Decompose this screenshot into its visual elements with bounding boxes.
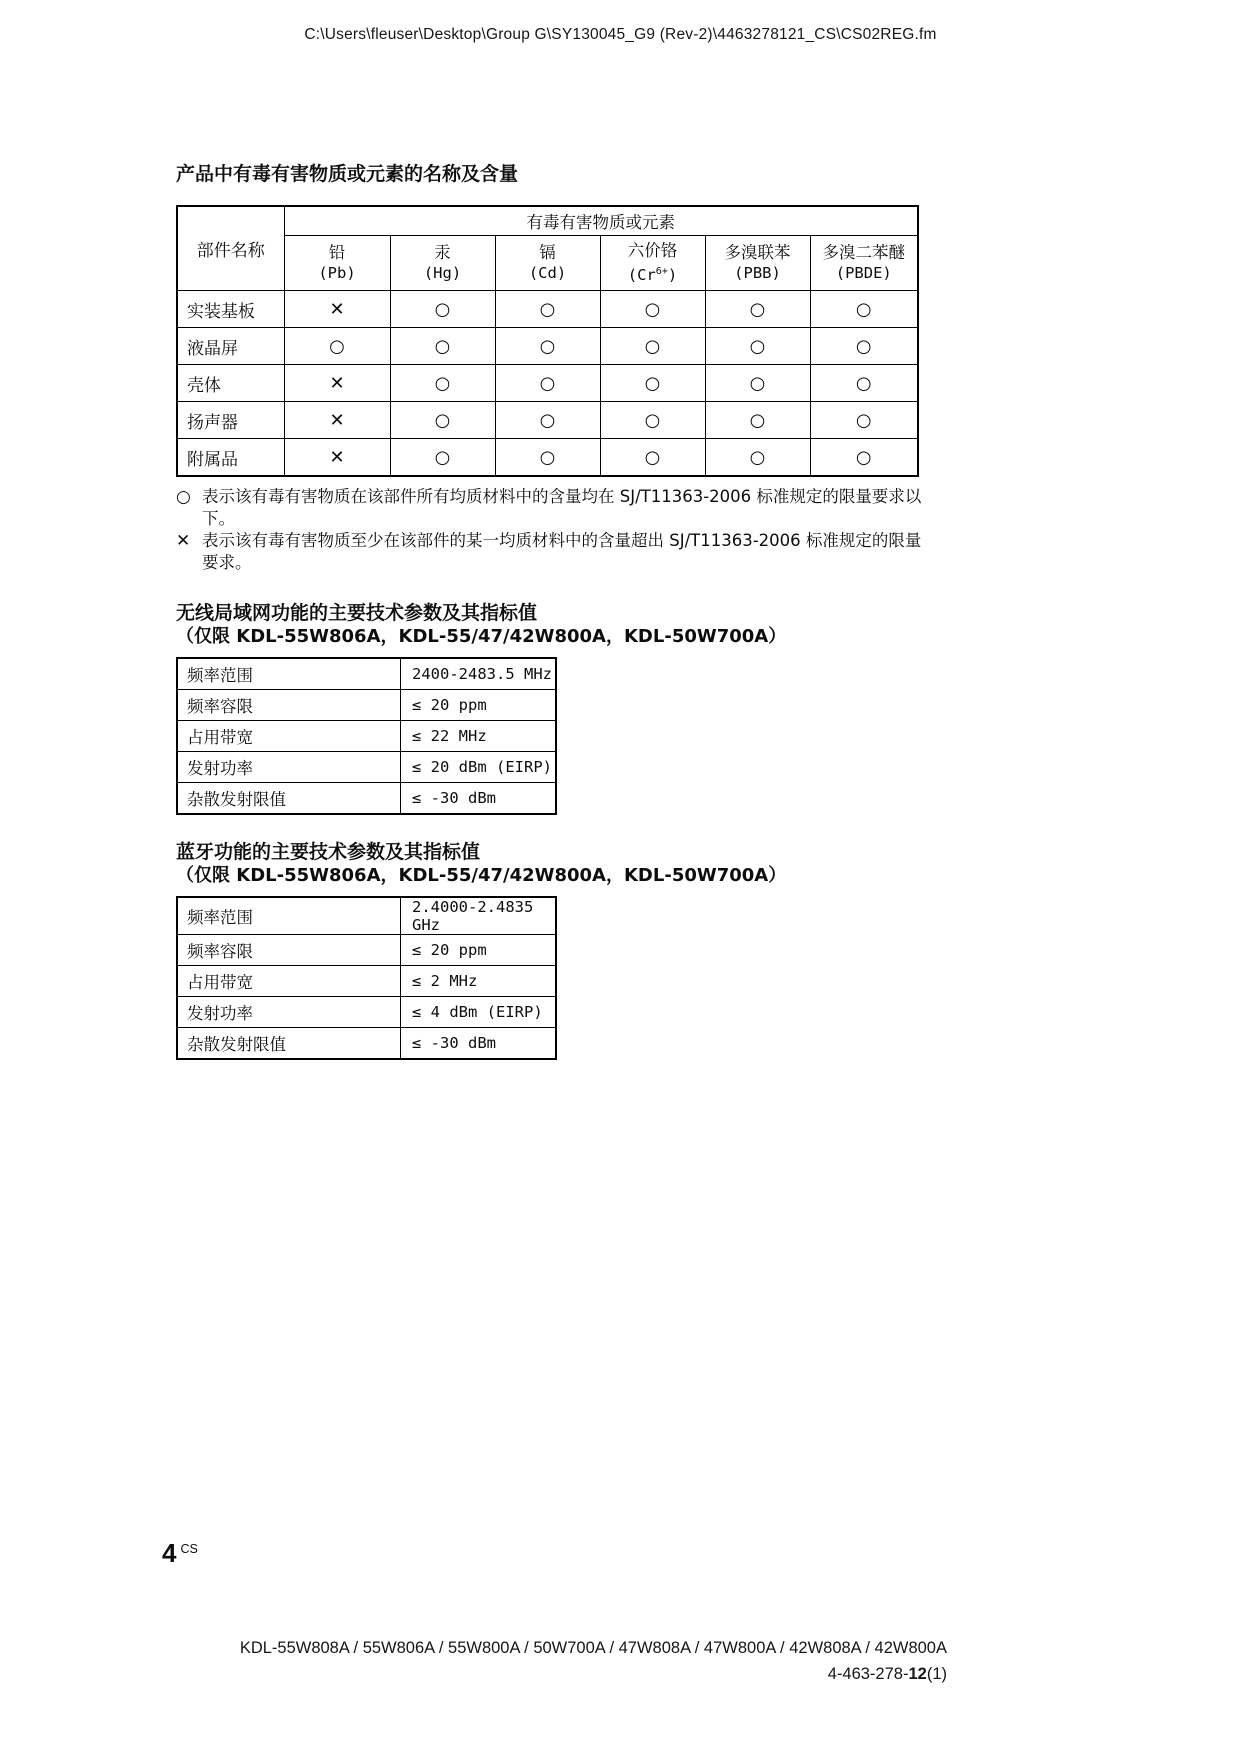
spec-label: 发射功率 <box>177 752 401 783</box>
table-cell: ○ <box>810 439 918 477</box>
note-line: 表示该有毒有害物质在该部件所有均质材料中的含量均在 SJ/T11363-2006 标准规定的限量要求以 <box>202 487 922 506</box>
wlan-spec-table <box>176 657 557 815</box>
substance-name: 六价铬 <box>627 240 678 260</box>
substance-name: 多溴二苯醚 <box>822 243 905 262</box>
page-number <box>162 1538 198 1569</box>
table-cell: ✕ <box>284 402 390 439</box>
table-cell: ○ <box>705 328 810 365</box>
spec-label: 频率容限 <box>177 690 401 721</box>
spec-label: 占用带宽 <box>177 721 401 752</box>
table-row <box>177 365 918 402</box>
note-line: 下。 <box>202 509 235 528</box>
column-header-lead <box>284 236 390 291</box>
circle-symbol: ○ <box>176 487 191 507</box>
column-header-pbb <box>705 236 810 291</box>
bluetooth-section-title: 蓝牙功能的主要技术参数及其指标值 <box>176 841 481 863</box>
table-row <box>177 897 556 935</box>
spec-value: ≤ 22 MHz <box>401 721 557 752</box>
table-header-row-substances <box>177 236 918 291</box>
part-name-cell: 附属品 <box>177 439 284 477</box>
substance-symbol: (Hg) <box>423 264 462 282</box>
spec-value: ≤ -30 dBm <box>401 1028 557 1060</box>
table-row <box>177 1028 556 1060</box>
substance-symbol: $(Cr^{6+})$ <box>627 265 678 285</box>
spec-label: 频率容限 <box>177 935 401 966</box>
column-header-mercury <box>390 236 495 291</box>
spec-value: ≤ 4 dBm (EIRP) <box>401 997 557 1028</box>
table-cell: ○ <box>495 365 600 402</box>
substance-symbol: (PBDE) <box>835 264 892 282</box>
column-header-substance-group: 有毒有害物质或元素 <box>284 206 918 236</box>
table-row <box>177 439 918 477</box>
table-cell: ✕ <box>284 291 390 328</box>
table-row <box>177 328 918 365</box>
cross-symbol: ✕ <box>176 531 191 551</box>
page-number-language-suffix: CS <box>180 1542 198 1556</box>
part-name-cell: 实装基板 <box>177 291 284 328</box>
note-line: 要求。 <box>202 553 252 572</box>
spec-value: ≤ -30 dBm <box>401 783 557 815</box>
column-header-pbde <box>810 236 918 291</box>
substance-symbol: (PBB) <box>734 264 781 282</box>
table-cell: ✕ <box>284 439 390 477</box>
table-cell: ○ <box>705 439 810 477</box>
table-cell: ✕ <box>284 365 390 402</box>
table-row <box>177 690 556 721</box>
table-cell: ○ <box>600 365 705 402</box>
wlan-section-title: 无线局域网功能的主要技术参数及其指标值 <box>176 602 538 624</box>
table-cell: ○ <box>810 328 918 365</box>
page-content <box>176 163 922 1060</box>
spec-value: ≤ 20 dBm (EIRP) <box>401 752 557 783</box>
table-cell: ○ <box>390 365 495 402</box>
table-row <box>177 752 556 783</box>
part-name-cell: 壳体 <box>177 365 284 402</box>
table-cell: ○ <box>600 328 705 365</box>
hazard-section-title: 产品中有毒有害物质或元素的名称及含量 <box>176 163 519 185</box>
table-row <box>177 658 556 690</box>
table-row <box>177 721 556 752</box>
table-cell: ○ <box>390 439 495 477</box>
header-file-path: C:\Users\fleuser\Desktop\Group G\SY130045_G9 (Rev-2)\4463278121_CS\CS02REG.fm <box>304 26 937 43</box>
spec-label: 杂散发射限值 <box>177 1028 401 1060</box>
table-row <box>177 935 556 966</box>
legend-note-circle <box>176 486 946 530</box>
table-cell: ○ <box>705 291 810 328</box>
substance-name: 多溴联苯 <box>724 243 791 262</box>
table-row <box>177 783 556 815</box>
table-cell: ○ <box>284 328 390 365</box>
table-row <box>177 997 556 1028</box>
spec-label: 杂散发射限值 <box>177 783 401 815</box>
bluetooth-section-models: （仅限 KDL-55W806A，KDL-55/47/42W800A，KDL-50W700A） <box>176 865 787 886</box>
substance-name: 镉 <box>539 243 556 262</box>
spec-label: 占用带宽 <box>177 966 401 997</box>
column-header-chromium <box>600 236 705 291</box>
table-cell: ○ <box>390 328 495 365</box>
column-header-cadmium <box>495 236 600 291</box>
table-legend-notes <box>176 486 946 574</box>
table-cell: ○ <box>495 439 600 477</box>
table-cell: ○ <box>390 402 495 439</box>
table-cell: ○ <box>495 328 600 365</box>
table-cell: ○ <box>810 291 918 328</box>
spec-label: 频率范围 <box>177 658 401 690</box>
substance-name: 铅 <box>328 243 346 262</box>
page-number-value: 4 <box>162 1538 177 1568</box>
spec-value: ≤ 20 ppm <box>401 690 557 721</box>
footer-document-number: 4-463-278-12(1) <box>827 1665 947 1683</box>
substance-symbol: (Pb) <box>318 264 356 282</box>
table-cell: ○ <box>600 439 705 477</box>
table-cell: ○ <box>705 365 810 402</box>
substance-name: 汞 <box>434 243 451 262</box>
column-header-part-name: 部件名称 <box>177 206 284 291</box>
table-cell: ○ <box>810 365 918 402</box>
legend-note-cross <box>176 530 946 574</box>
table-cell: ○ <box>810 402 918 439</box>
bluetooth-spec-table <box>176 896 557 1060</box>
spec-value: 2.4000-2.4835 GHz <box>401 897 557 935</box>
table-header-row-group <box>177 206 918 236</box>
spec-value: 2400-2483.5 MHz <box>401 658 557 690</box>
table-cell: ○ <box>600 402 705 439</box>
table-cell: ○ <box>495 402 600 439</box>
table-cell: ○ <box>600 291 705 328</box>
note-line: 表示该有毒有害物质至少在该部件的某一均质材料中的含量超出 SJ/T11363-2006 标准规定的限量 <box>202 531 922 550</box>
wlan-section-models: （仅限 KDL-55W806A，KDL-55/47/42W800A，KDL-50W700A） <box>176 626 787 647</box>
table-cell: ○ <box>495 291 600 328</box>
spec-label: 发射功率 <box>177 997 401 1028</box>
spec-label: 频率范围 <box>177 897 401 935</box>
part-name-cell: 扬声器 <box>177 402 284 439</box>
table-row <box>177 402 918 439</box>
table-row <box>177 966 556 997</box>
footer-model-list: KDL-55W808A / 55W806A / 55W800A / 50W700A / 47W808A / 47W800A / 42W808A / 42W800A <box>239 1639 947 1657</box>
table-cell: ○ <box>390 291 495 328</box>
part-name-cell: 液晶屏 <box>177 328 284 365</box>
spec-value: ≤ 20 ppm <box>401 935 557 966</box>
substance-symbol: (Cd) <box>528 264 567 282</box>
spec-value: ≤ 2 MHz <box>401 966 557 997</box>
hazardous-substances-table <box>176 205 919 477</box>
table-cell: ○ <box>705 402 810 439</box>
table-row <box>177 291 918 328</box>
